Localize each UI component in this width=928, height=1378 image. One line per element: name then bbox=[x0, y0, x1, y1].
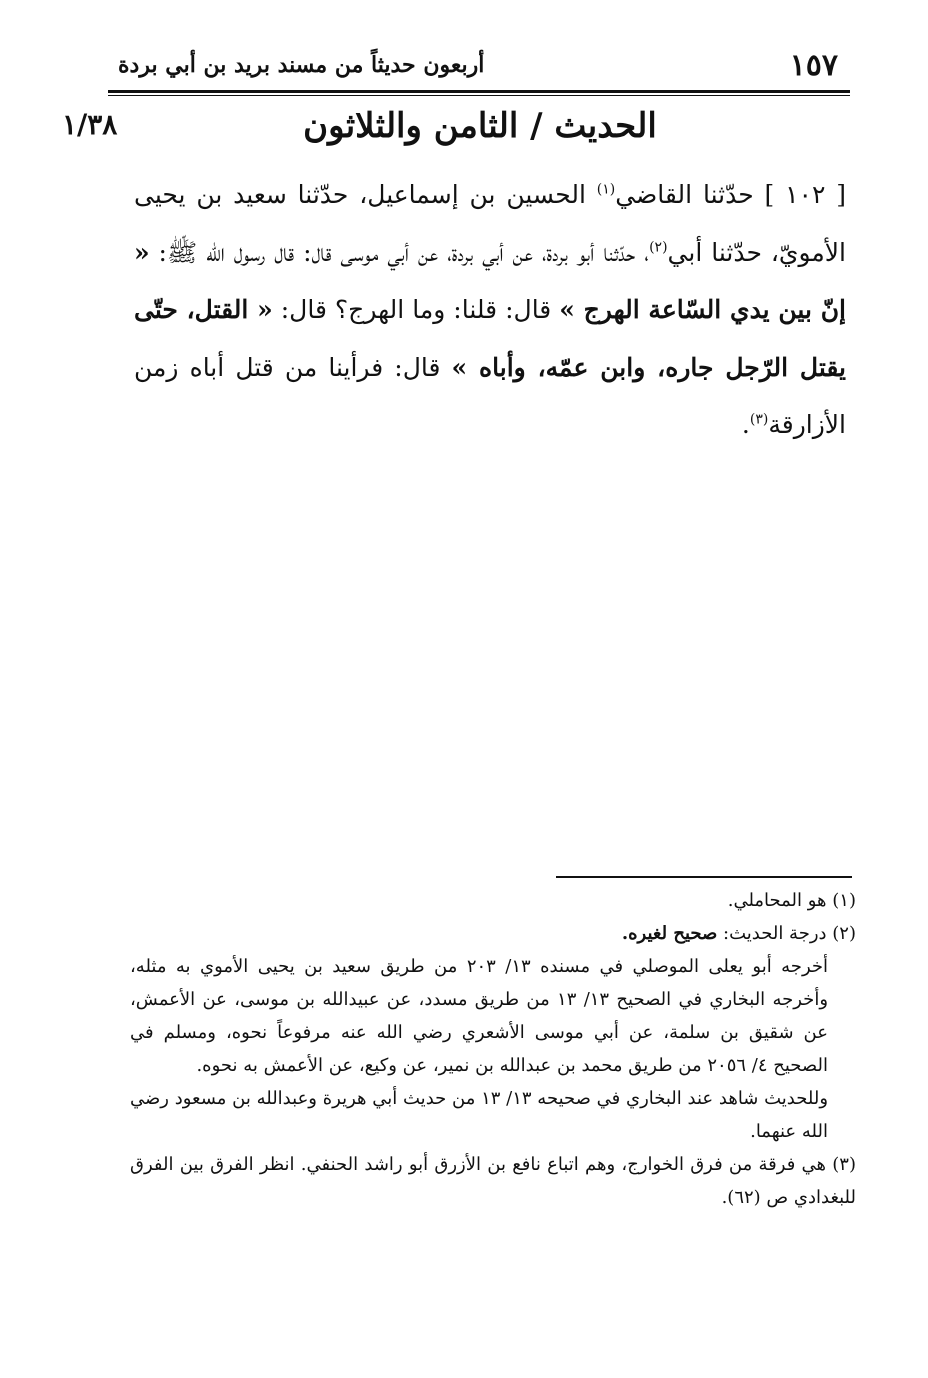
hadith-text-part: ، حدّثنا أبو بردة، عن أبي بردة، عن أبي موسى قال: قال رسول الله ﷺ: bbox=[149, 237, 650, 267]
hadith-text-part: قال: قلنا: وما الهرج؟ قال: bbox=[272, 295, 560, 324]
page-header bbox=[108, 44, 850, 92]
hadith-text-part: قال: فرأينا من قتل أباه زمن الأزارقة bbox=[134, 352, 846, 439]
header-rule bbox=[108, 90, 850, 93]
footnote-2-body: أخرجه أبو يعلى الموصلي في مسنده ١٣/ ٢٠٣ من طريق سعيد بن يحيى الأموي به مثله، وأخرجه البخاري في الصحيح ١٣/ ١٣ من طريق مسدد، عن عبيدالله بن موسى، عن الأعمش، عن شقيق بن سلمة، عن أبي موسى الأشعري رضي الله عنه مرفوعاً نحوه، ومسلم في الصحيح ٤/ ٢٠٥٦ من طريق محمد بن عبدالله بن نمير، عن وكيع، عن الأعمش به نحوه. bbox=[130, 956, 829, 1076]
hadith-text-part: [ ١٠٢ ] حدّثنا القاضي bbox=[615, 180, 846, 209]
footnote-2-heading bbox=[130, 917, 856, 950]
hadith-heading: الحديث / الثامن والثلاثون bbox=[303, 106, 657, 146]
footnote-3: (٣) هي فرقة من فرق الخوارج، وهم اتباع نافع بن الأزرق أبو راشد الحنفي. انظر الفرق بين الفرق للبغدادي ص (٦٢). bbox=[130, 1154, 856, 1208]
footnote-1: (١) هو المحاملي. bbox=[727, 890, 856, 911]
prophetic-quote: « القتل، حتّى يقتل الرّجل جاره، وابن عمّه، وأباه » bbox=[134, 295, 847, 382]
running-title: أربعون حديثاً من مسند بريد بن أبي بردة bbox=[118, 52, 485, 78]
footnote-2-label: (٢) درجة الحديث: bbox=[717, 923, 856, 944]
footnote-2-witness: وللحديث شاهد عند البخاري في صحيحه ١٣/ ١٣ من حديث أبي هريرة وعبدالله بن مسعود رضي الله عنهما. bbox=[130, 1088, 829, 1142]
manuscript-reference: ١/٣٨ bbox=[62, 108, 118, 141]
hadith-text-part: الحسين بن إسماعيل، حدّثنا سعيد بن يحيى الأمويّ، حدّثنا أبي bbox=[134, 180, 846, 267]
footnote-separator bbox=[556, 876, 852, 878]
hadith-grade: صحيح لغيره. bbox=[621, 923, 718, 944]
footnotes bbox=[130, 884, 856, 1214]
hadith-paragraph bbox=[134, 166, 846, 454]
footnote-ref-3: (٣) bbox=[749, 411, 769, 428]
footnote-ref-1: (١) bbox=[596, 181, 616, 198]
page-number: ١٥٧ bbox=[789, 48, 838, 83]
hadith-text-part: . bbox=[741, 410, 750, 439]
header-rule-thin bbox=[108, 95, 850, 96]
prophetic-quote: « إنّ بين يدي السّاعة الهرج » bbox=[134, 237, 847, 324]
hadith-text bbox=[134, 166, 846, 454]
footnote-ref-2: (٢) bbox=[649, 239, 668, 256]
